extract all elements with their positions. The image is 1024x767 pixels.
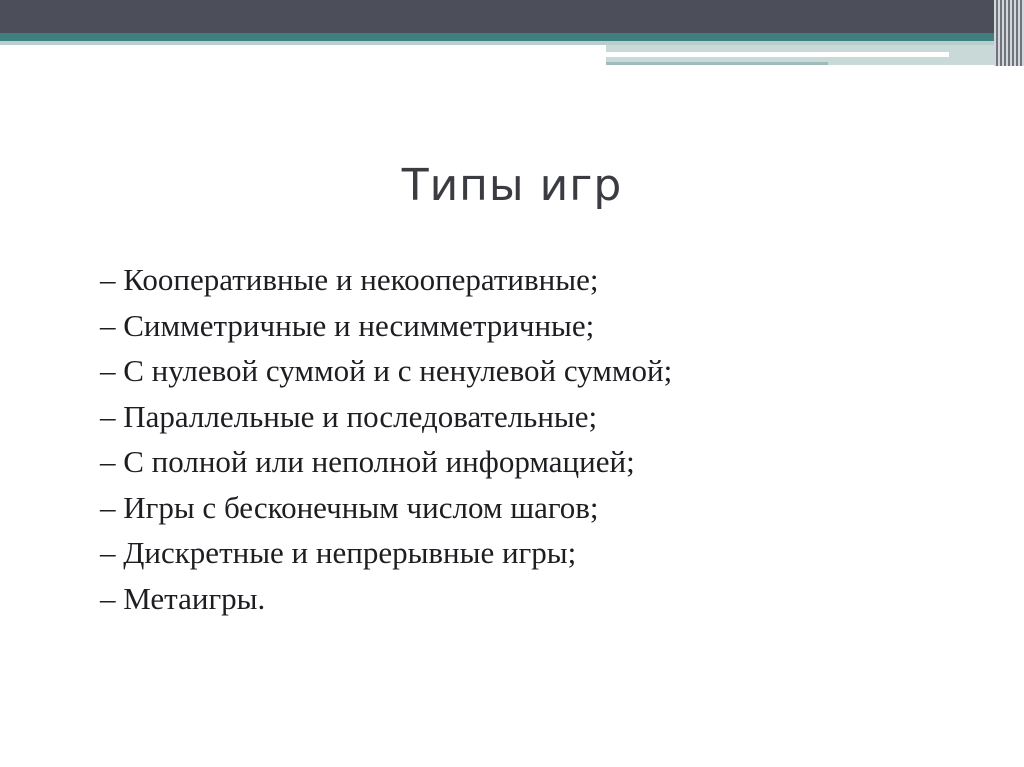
game-types-list <box>100 257 672 621</box>
list-item: – С нулевой суммой и с ненулевой суммой; <box>100 353 673 388</box>
list-item: – Игры с бесконечным числом шагов; <box>100 489 599 525</box>
header-step-line <box>606 62 828 65</box>
header-accent-band <box>0 33 1024 41</box>
list-item: – Метаигры. <box>100 580 266 616</box>
list-item: – Параллельные и последовательные; <box>100 398 598 434</box>
slide-title: Типы игр <box>401 160 623 211</box>
list-item: – Симметричные и несимметричные; <box>100 307 595 343</box>
list-item: – Кооперативные и некооперативные; <box>100 262 599 297</box>
list-item: – С полной или неполной информацией; <box>100 444 635 479</box>
list-item: – Дискретные и непрерывные игры; <box>100 535 577 570</box>
header-band <box>0 0 1024 33</box>
header-step-highlight <box>606 52 949 57</box>
header-edge-stripes <box>994 0 1024 66</box>
